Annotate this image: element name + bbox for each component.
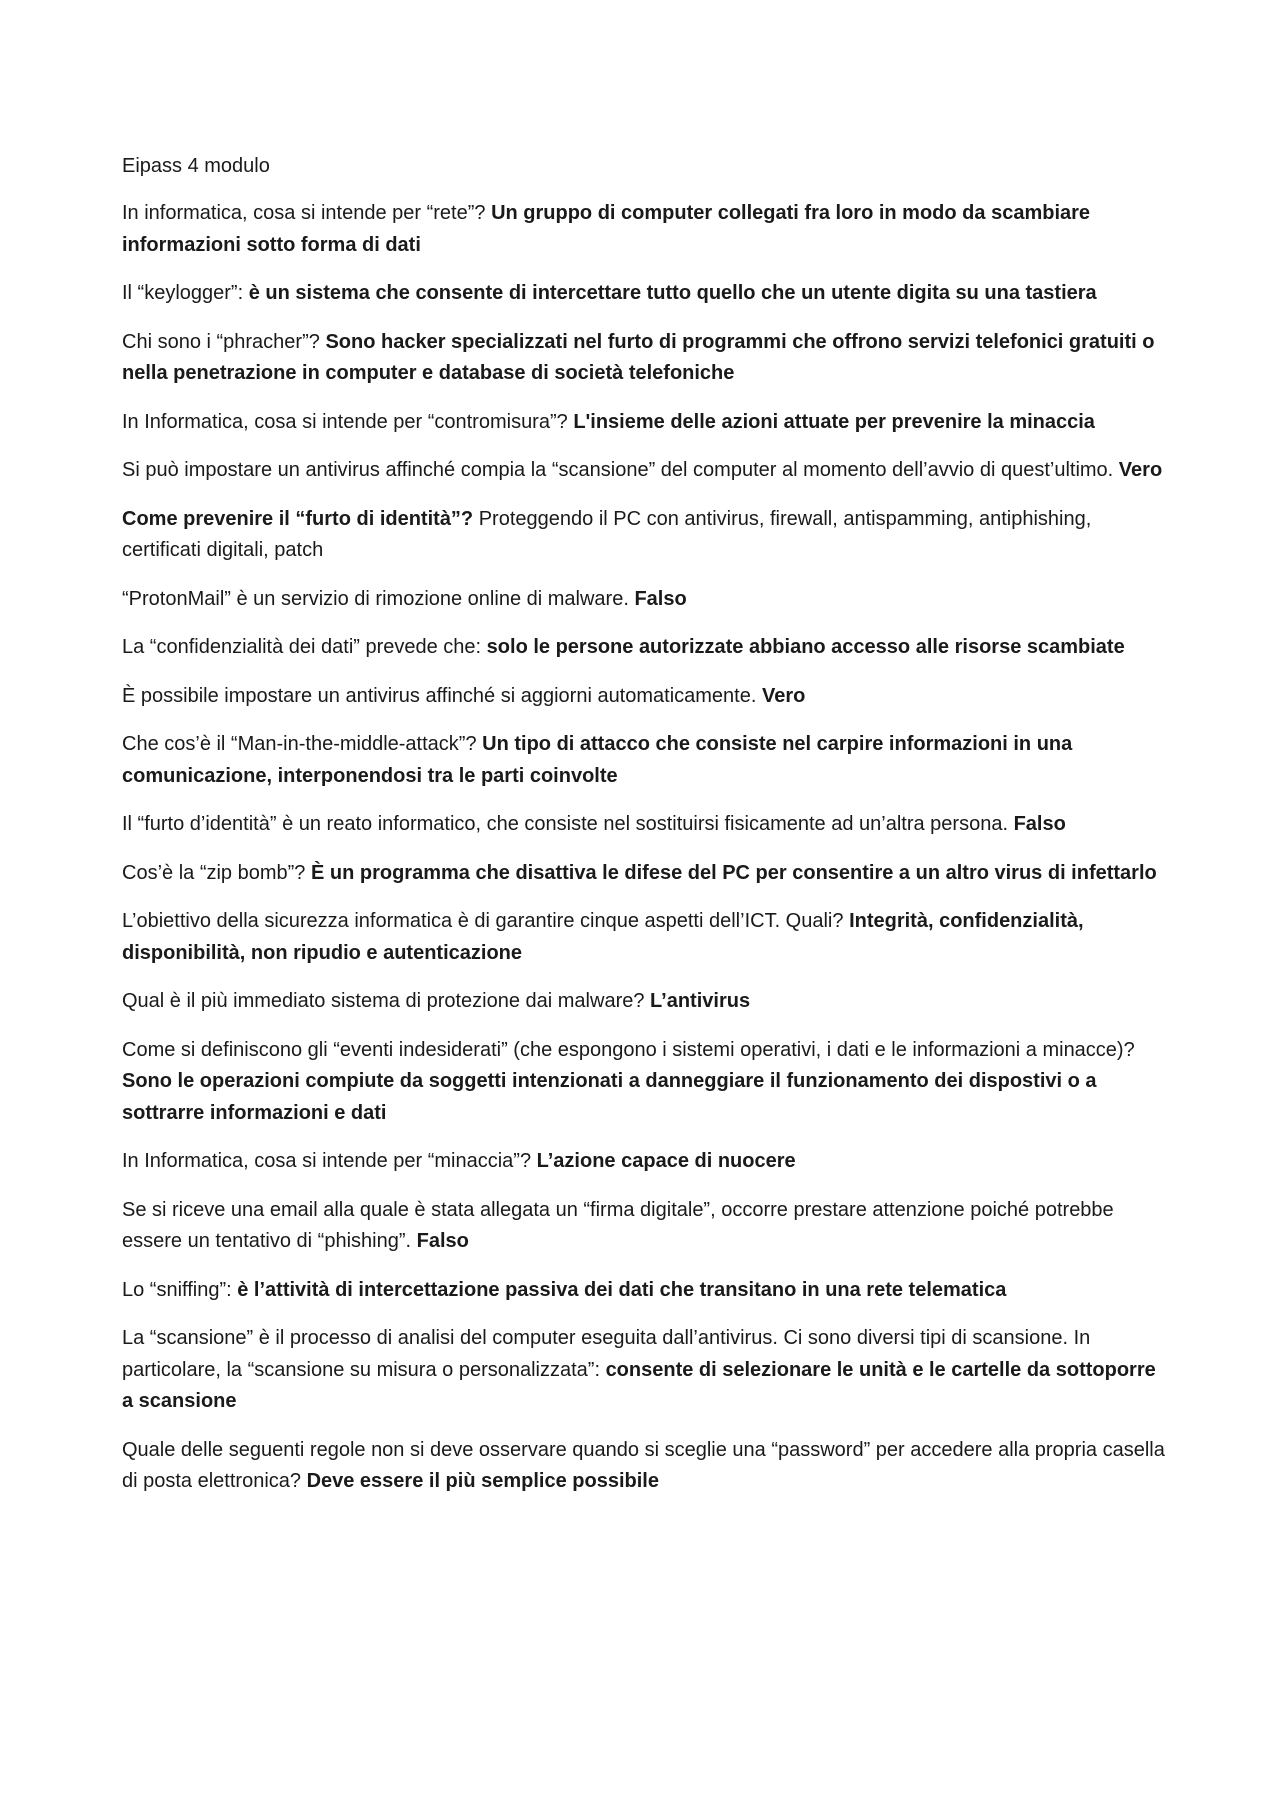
qa-item — [122, 407, 1172, 439]
qa-item — [122, 1146, 1172, 1178]
question-text: L’obiettivo della sicurezza informatica è di garantire cinque aspetti dell’ICT. Quali? — [122, 910, 850, 932]
answer-text: Un tipo di attacco che consiste nel carpire informazioni in una comunicazione, interponendosi tra le parti coinvolte — [122, 733, 1073, 787]
qa-item — [122, 906, 1172, 969]
answer-text: Vero — [1118, 459, 1163, 481]
qa-item — [122, 858, 1172, 890]
qa-item — [122, 681, 1172, 713]
question-text: Cos’è la “zip bomb”? — [122, 861, 311, 884]
question-text: Il “keylogger”: — [122, 282, 249, 304]
answer-text: Un gruppo di computer collegati fra loro in modo da scambiare informazioni sotto forma di dati — [122, 202, 1091, 256]
answer-text: Sono le operazioni compiute da soggetti intenzionati a danneggiare il funzionamento dei dispostivi o a sottrarre informazioni e dati — [122, 1070, 1097, 1124]
qa-item — [122, 809, 1172, 841]
answer-text: solo le persone autorizzate abbiano accesso alle risorse scambiate — [486, 636, 1125, 658]
answer-text: Falso — [1013, 813, 1066, 835]
qa-item — [122, 1035, 1172, 1130]
qa-item — [122, 1323, 1172, 1418]
qa-item — [122, 632, 1172, 664]
question-text: “ProtonMail” è un servizio di rimozione online di malware. — [122, 587, 635, 610]
answer-text: Vero — [761, 684, 806, 707]
answer-text: L’antivirus — [650, 990, 751, 1012]
question-text: Che cos’è il “Man-in-the-middle-attack”? — [122, 733, 483, 755]
question-text: Se si riceve una email alla quale è stata allegata un “firma digitale”, occorre prestare attenzione poiché potrebbe essere un tentativo di “phishing”. — [122, 1198, 1114, 1252]
question-text: In Informatica, cosa si intende per “contromisura”? — [122, 410, 574, 433]
qa-item — [122, 986, 1172, 1018]
question-text: In informatica, cosa si intende per “rete”? — [122, 202, 492, 224]
answer-text: è un sistema che consente di intercettare tutto quello che un utente digita su una tastiera — [248, 282, 1097, 304]
qa-item — [122, 1275, 1172, 1307]
answer-text: Deve essere il più semplice possibile — [306, 1470, 659, 1492]
question-text: Qual è il più immediato sistema di protezione dai malware? — [122, 990, 651, 1012]
question-text: Come si definiscono gli “eventi indesiderati” (che espongono i sistemi operativi, i dati e le informazioni a minacce)? — [122, 1038, 1135, 1061]
qa-item — [122, 278, 1172, 310]
qa-item — [122, 455, 1172, 487]
question-text: Chi sono i “phracher”? — [122, 330, 326, 353]
question-text: La “confidenzialità dei dati” prevede che: — [122, 636, 487, 658]
answer-text: Proteggendo il PC con antivirus, firewall, antispamming, antiphishing, certificati digitali, patch — [122, 507, 1092, 561]
qa-item — [122, 584, 1172, 616]
question-text: In Informatica, cosa si intende per “minaccia”? — [122, 1150, 537, 1172]
document-title: Eipass 4 modulo — [122, 155, 270, 177]
answer-text: consente di selezionare le unità e le cartelle da sottoporre a scansione — [122, 1358, 1156, 1412]
answer-text: L'insieme delle azioni attuate per prevenire la minaccia — [573, 410, 1095, 433]
answer-text: L’azione capace di nuocere — [536, 1150, 796, 1172]
question-text: Quale delle seguenti regole non si deve osservare quando si sceglie una “password” per accedere alla propria casella di posta elettronica? — [122, 1438, 1165, 1492]
qa-item — [122, 1435, 1172, 1498]
qa-item — [122, 504, 1172, 567]
answer-text: è l’attività di intercettazione passiva dei dati che transitano in una rete telematica — [237, 1278, 1007, 1301]
answer-text: Integrità, confidenzialità, disponibilità, non ripudio e autenticazione — [122, 910, 1084, 964]
question-text: Come prevenire il “furto di identità”? — [122, 507, 479, 530]
qa-item — [122, 1195, 1172, 1258]
question-text: È possibile impostare un antivirus affinché si aggiorni automaticamente. — [122, 684, 762, 707]
qa-item — [122, 729, 1172, 792]
question-text: Si può impostare un antivirus affinché compia la “scansione” del computer al momento dell’avvio di quest’ultimo. — [122, 459, 1119, 481]
qa-item — [122, 327, 1172, 390]
question-text: Lo “sniffing”: — [122, 1278, 238, 1301]
answer-text: Sono hacker specializzati nel furto di programmi che offrono servizi telefonici gratuiti o nella penetrazione in computer e database di società telefoniche — [122, 330, 1155, 384]
answer-text: Falso — [634, 587, 687, 610]
answer-text: È un programma che disattiva le difese del PC per consentire a un altro virus di infettarlo — [310, 861, 1157, 884]
document-page — [122, 150, 1172, 1515]
qa-item — [122, 198, 1172, 261]
answer-text: Falso — [416, 1230, 469, 1252]
question-text: Il “furto d’identità” è un reato informatico, che consiste nel sostituirsi fisicamente ad un’altra persona. — [122, 813, 1014, 835]
question-text: La “scansione” è il processo di analisi del computer eseguita dall’antivirus. Ci sono diversi tipi di scansione. In particolare, la “scansione su misura o personalizzata”: — [122, 1327, 1091, 1381]
